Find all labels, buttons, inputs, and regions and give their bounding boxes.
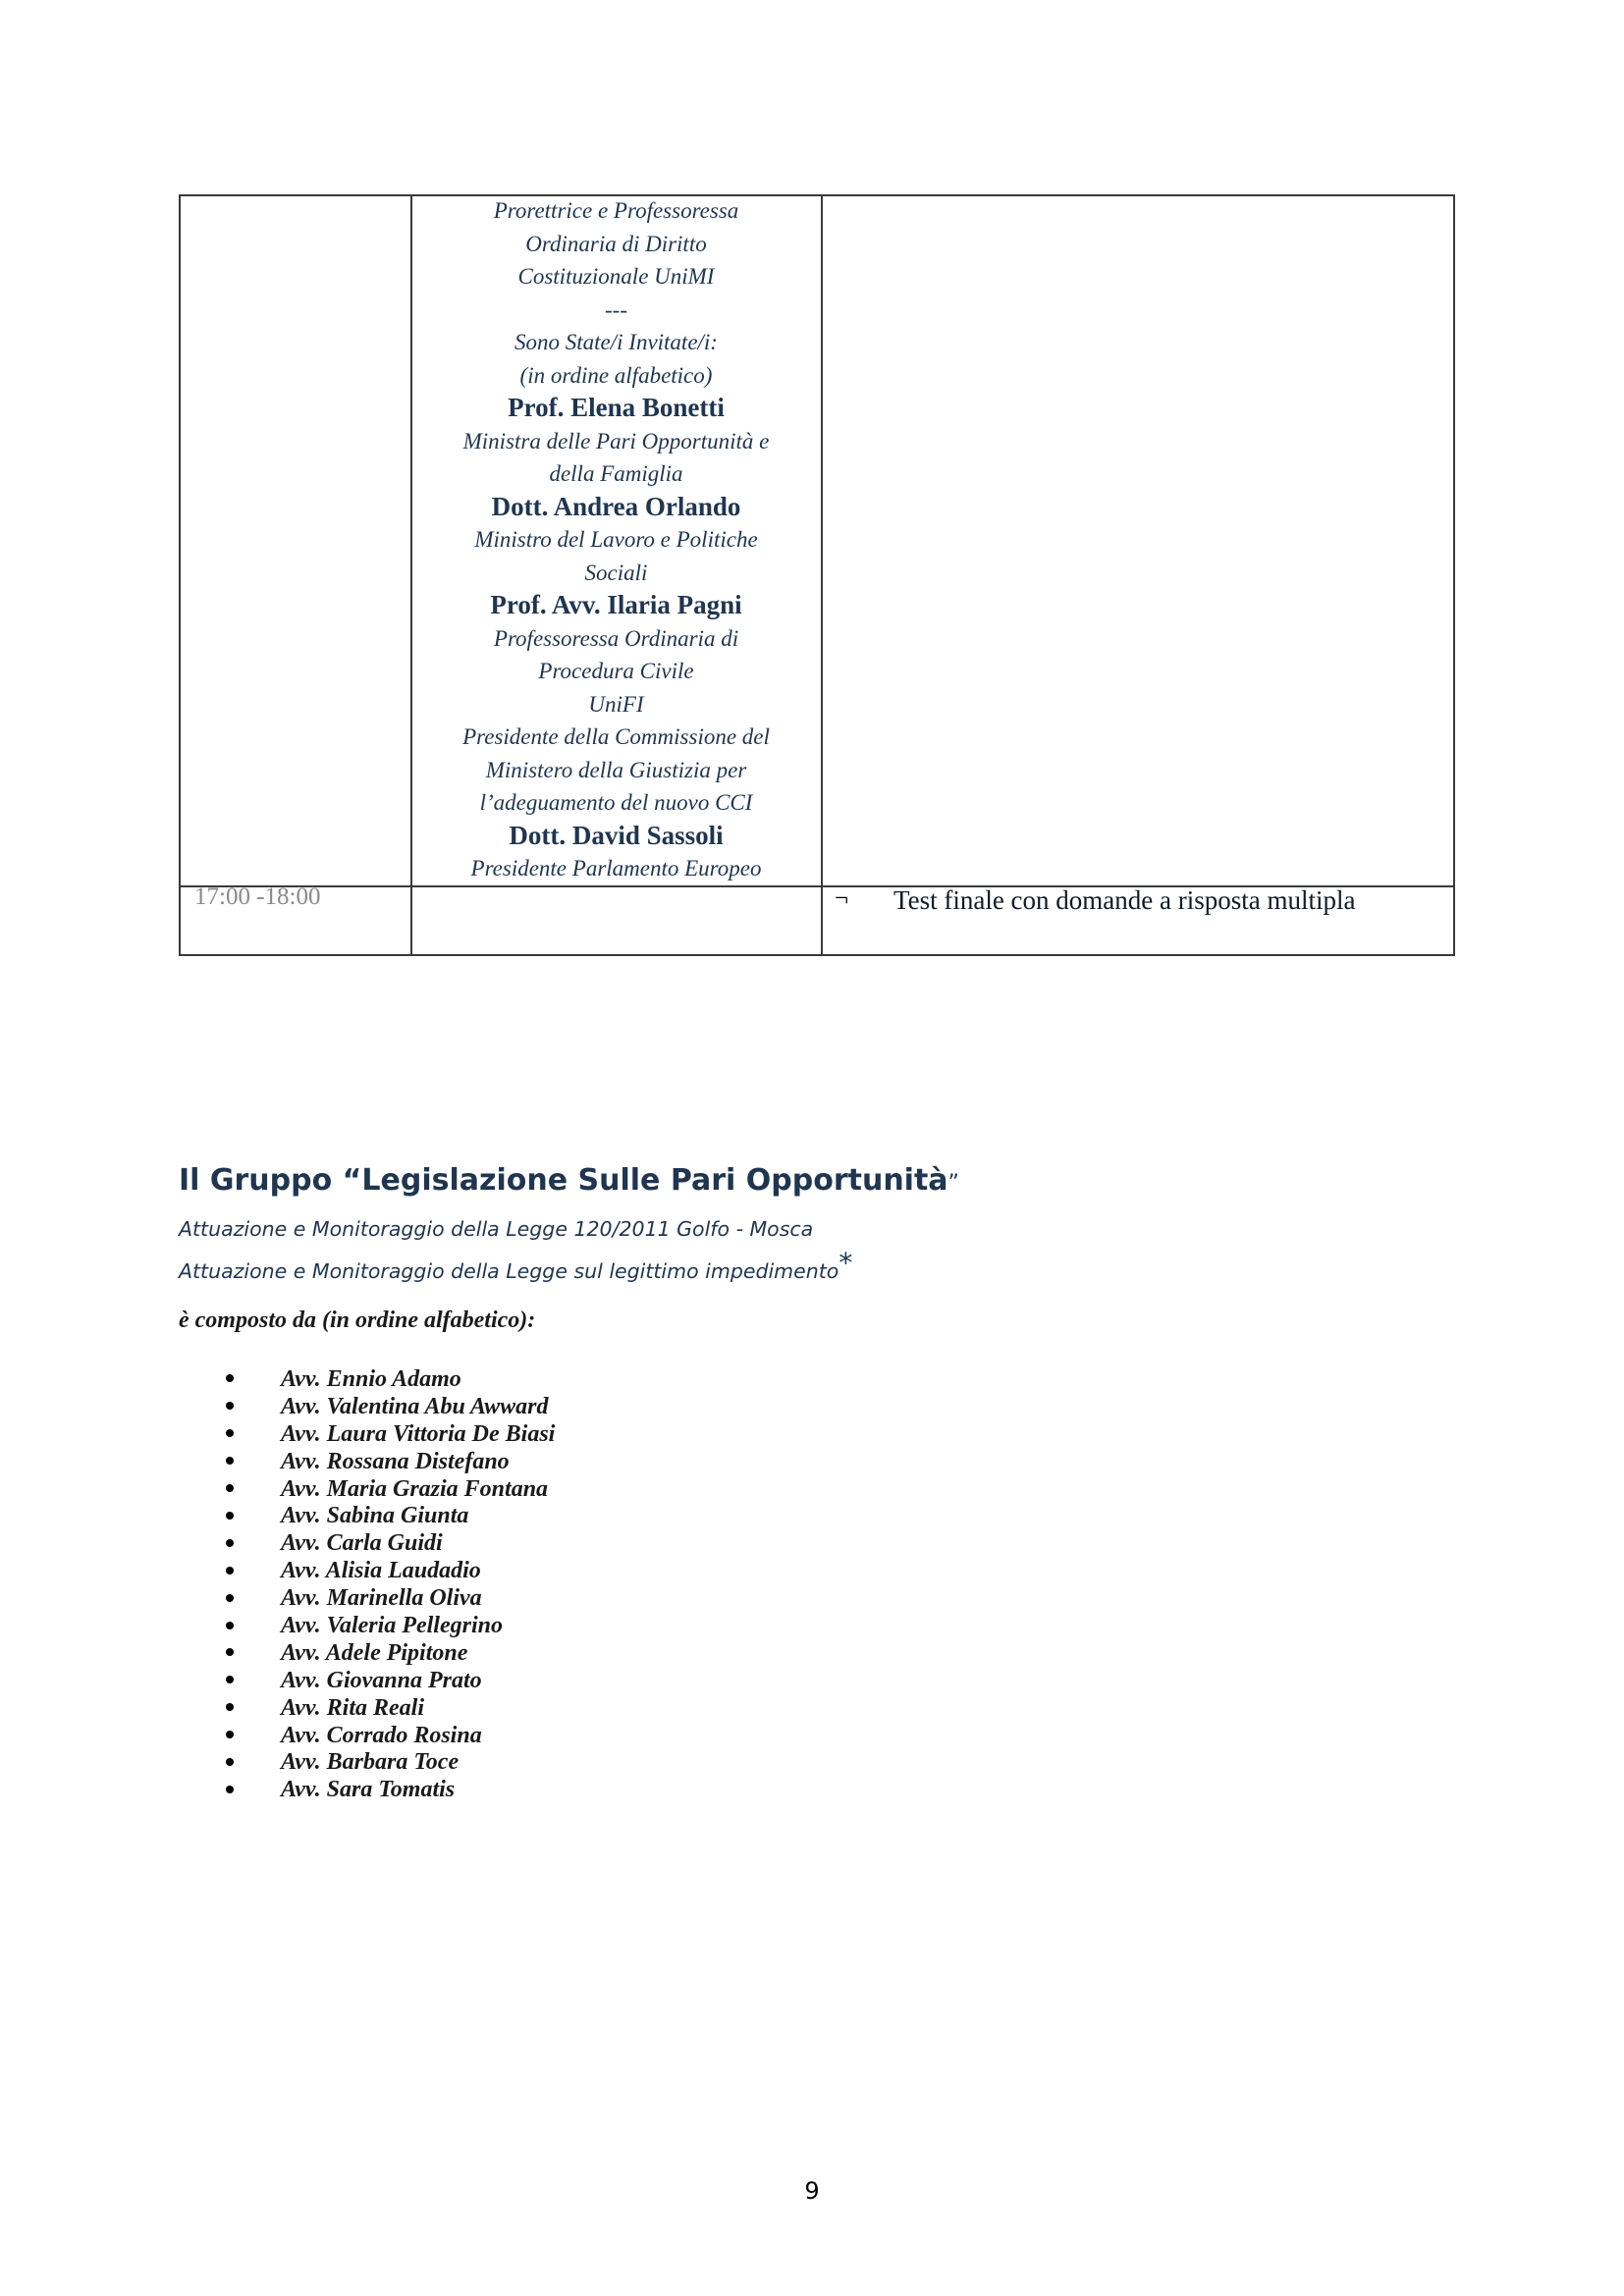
speaker-role-line: Sono State/i Invitate/i: bbox=[514, 330, 718, 354]
member-name: Avv. Alisia Laudadio bbox=[281, 1558, 481, 1584]
group-subtitle-2-text: Attuazione e Monitoraggio della Legge sul legittimo impedimento bbox=[179, 1259, 839, 1283]
group-subtitle-1: Attuazione e Monitoraggio della Legge 120/2011 Golfo - Mosca bbox=[179, 1217, 814, 1241]
list-item bbox=[226, 1449, 555, 1476]
activity-text: Test finale con domande a risposta multipla bbox=[893, 885, 1356, 915]
composition-label: è composto da (in ordine alfabetico): bbox=[179, 1308, 536, 1333]
list-item bbox=[226, 1366, 555, 1394]
member-name: Avv. Giovanna Prato bbox=[281, 1667, 482, 1693]
member-name: Avv. Marinella Oliva bbox=[281, 1585, 482, 1612]
member-name: Avv. Rossana Distefano bbox=[281, 1448, 510, 1474]
member-name: Avv. Carla Guidi bbox=[281, 1530, 443, 1557]
speaker-name: Prof. Elena Bonetti bbox=[508, 393, 725, 422]
bullet-icon bbox=[226, 1622, 234, 1629]
table-right-border bbox=[1453, 194, 1455, 956]
list-item bbox=[226, 1530, 555, 1558]
group-title bbox=[179, 1163, 959, 1198]
bullet-icon bbox=[226, 1457, 234, 1465]
bullet-icon bbox=[226, 1703, 234, 1711]
member-name: Avv. Rita Reali bbox=[281, 1694, 424, 1721]
list-item bbox=[226, 1695, 555, 1723]
bullet-icon bbox=[226, 1594, 234, 1602]
table-bottom-border bbox=[179, 954, 1455, 956]
speaker-role-line: (in ordine alfabetico) bbox=[519, 362, 713, 388]
speaker-name: Dott. David Sassoli bbox=[509, 820, 724, 850]
speaker-role-line: Costituzionale UniMI bbox=[517, 264, 715, 289]
speaker-role-line: Prorettrice e Professoressa bbox=[493, 198, 739, 223]
list-item bbox=[226, 1723, 555, 1750]
member-name: Avv. Valeria Pellegrino bbox=[281, 1613, 503, 1639]
column-divider-2 bbox=[821, 194, 823, 956]
speaker-role-line: Ministra delle Pari Opportunità e bbox=[462, 428, 770, 454]
member-name: Avv. Ennio Adamo bbox=[281, 1366, 461, 1392]
bullet-icon bbox=[226, 1758, 234, 1766]
bullet-icon bbox=[226, 1648, 234, 1656]
group-subtitle-2 bbox=[179, 1247, 853, 1285]
speaker-name: Prof. Avv. Ilaria Pagni bbox=[490, 590, 742, 619]
speaker-role-line: Sociali bbox=[584, 560, 648, 585]
member-name: Avv. Sabina Giunta bbox=[281, 1503, 469, 1529]
speaker-role-line: --- bbox=[605, 296, 627, 322]
member-name: Avv. Maria Grazia Fontana bbox=[281, 1475, 549, 1502]
list-item bbox=[226, 1640, 555, 1668]
speaker-role-line: Professoressa Ordinaria di bbox=[493, 625, 739, 651]
member-name: Avv. Laura Vittoria De Biasi bbox=[281, 1420, 556, 1447]
time-slot: 17:00 -18:00 bbox=[194, 883, 321, 910]
member-name: Avv. Adele Pipitone bbox=[281, 1639, 468, 1666]
list-item bbox=[226, 1503, 555, 1530]
list-item bbox=[226, 1613, 555, 1640]
bullet-icon bbox=[226, 1786, 234, 1793]
bullet-icon bbox=[226, 1512, 234, 1520]
bullet-icon bbox=[226, 1484, 234, 1492]
activity-bullet: ¬ bbox=[835, 885, 849, 912]
list-item bbox=[226, 1749, 555, 1777]
bullet-icon bbox=[226, 1567, 234, 1575]
member-name: Avv. Sara Tomatis bbox=[281, 1777, 456, 1803]
member-name: Avv. Corrado Rosina bbox=[281, 1722, 482, 1748]
table-left-border bbox=[179, 194, 181, 956]
list-item bbox=[226, 1777, 555, 1804]
member-name: Avv. Valentina Abu Awward bbox=[281, 1393, 549, 1419]
asterisk-mark: * bbox=[839, 1247, 853, 1279]
speaker-role-line: Ordinaria di Diritto bbox=[525, 231, 707, 256]
bullet-icon bbox=[226, 1429, 234, 1437]
speaker-role-line: Ministero della Giustizia per bbox=[485, 757, 747, 782]
bullet-icon bbox=[226, 1374, 234, 1382]
speaker-role-line: Procedura Civile bbox=[538, 659, 694, 683]
speaker-role-line: l’adeguamento del nuovo CCI bbox=[479, 790, 753, 815]
speaker-role-line: UniFI bbox=[588, 691, 644, 717]
members-list bbox=[226, 1366, 555, 1804]
bullet-icon bbox=[226, 1539, 234, 1547]
list-item bbox=[226, 1476, 555, 1504]
program-table bbox=[179, 194, 1455, 956]
speaker-role-line: Presidente della Commissione del bbox=[462, 724, 770, 749]
bullet-icon bbox=[226, 1731, 234, 1738]
speaker-role-line: Ministro del Lavoro e Politiche bbox=[474, 527, 758, 552]
member-name: Avv. Barbara Toce bbox=[281, 1749, 460, 1776]
speaker-role-line: Presidente Parlamento Europeo bbox=[470, 856, 762, 881]
list-item bbox=[226, 1585, 555, 1613]
speakers-cell bbox=[411, 194, 821, 886]
group-title-close-quote: ” bbox=[947, 1171, 959, 1196]
list-item bbox=[226, 1558, 555, 1585]
bullet-icon bbox=[226, 1676, 234, 1683]
page-number: 9 bbox=[804, 2177, 820, 2205]
speaker-role-line: della Famiglia bbox=[549, 461, 683, 486]
speaker-name: Dott. Andrea Orlando bbox=[491, 491, 741, 521]
list-item bbox=[226, 1668, 555, 1695]
list-item bbox=[226, 1421, 555, 1449]
list-item bbox=[226, 1394, 555, 1421]
group-title-text: Il Gruppo “Legislazione Sulle Pari Opportunità bbox=[179, 1163, 948, 1198]
bullet-icon bbox=[226, 1402, 234, 1410]
